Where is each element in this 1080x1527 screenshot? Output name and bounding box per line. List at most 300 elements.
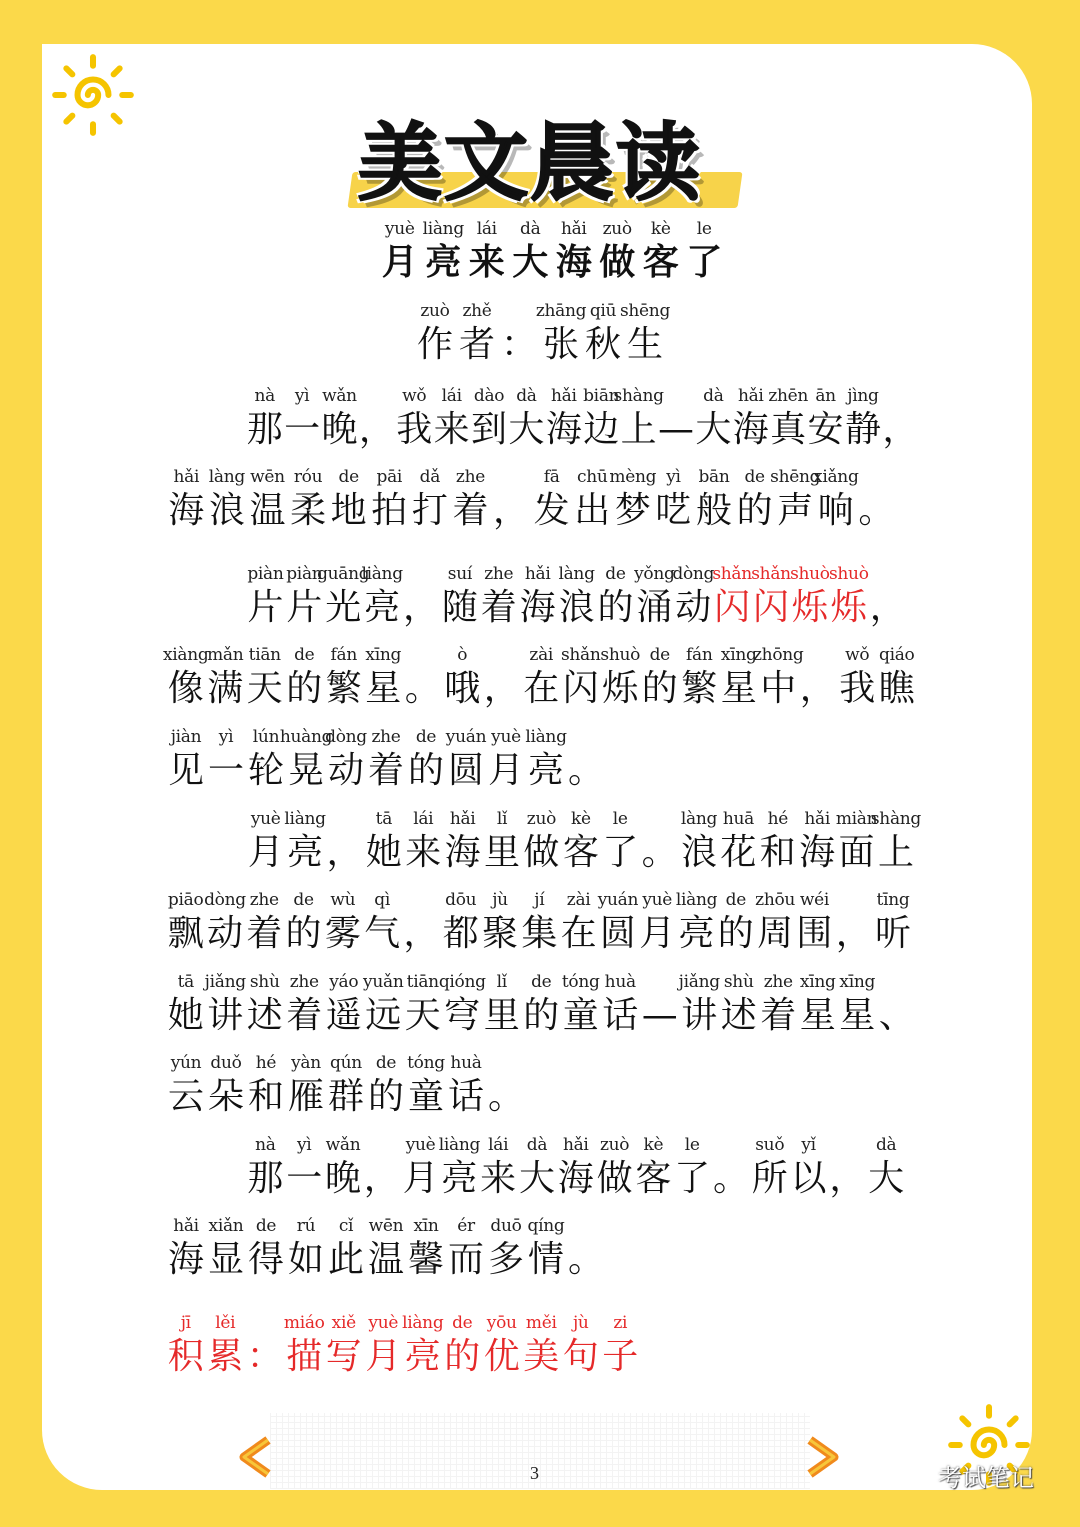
- ruby-char: [518, 563, 557, 631]
- ruby-char: [443, 1312, 483, 1380]
- pinyin: liàng: [284, 809, 326, 829]
- hanzi: 生: [626, 324, 663, 365]
- hanzi: 秋: [584, 324, 621, 365]
- hanzi: 着: [480, 587, 517, 628]
- pinyin: xīn: [413, 1216, 439, 1236]
- hanzi: 海: [545, 409, 582, 450]
- ruby-char: [797, 808, 836, 876]
- ruby-char: [522, 644, 562, 712]
- hanzi: 讲: [207, 995, 244, 1036]
- ruby-char: [789, 1134, 828, 1202]
- pinyin: wǒ: [845, 645, 870, 665]
- ruby-char: [683, 218, 727, 286]
- ruby-char: [508, 385, 545, 453]
- hanzi: 月: [381, 242, 418, 283]
- ruby-char: [535, 300, 587, 368]
- ruby-char: [561, 644, 601, 712]
- pinyin: tiān: [406, 972, 439, 992]
- ruby-char: [520, 889, 559, 957]
- hanzi: 月: [639, 913, 676, 954]
- ruby-char: [813, 466, 859, 534]
- hanzi: 雁: [287, 1076, 324, 1117]
- pinyin: yuè: [250, 809, 281, 829]
- ruby-char: [206, 1312, 246, 1380]
- ruby-char: [566, 1215, 606, 1283]
- pinyin: yǒng: [634, 564, 675, 584]
- ruby-char: [246, 1134, 285, 1202]
- pinyin: shuò: [790, 564, 830, 584]
- hanzi: 美: [523, 1336, 560, 1377]
- pinyin: qì: [374, 890, 390, 910]
- ruby-char: [324, 644, 364, 712]
- hanzi: 般: [696, 490, 733, 531]
- ruby-char: [856, 466, 897, 534]
- hanzi: 海: [519, 587, 556, 628]
- pinyin: [262, 1312, 267, 1334]
- ruby-char: [482, 971, 522, 1039]
- hanzi: 轮: [247, 750, 284, 791]
- ruby-char: [768, 385, 809, 453]
- hanzi: 积: [167, 1336, 204, 1377]
- hanzi: 大: [868, 1158, 905, 1199]
- hanzi: 动: [675, 587, 712, 628]
- pinyin: liàng: [402, 1313, 444, 1333]
- pinyin: [657, 971, 662, 993]
- hanzi: 的: [367, 1076, 404, 1117]
- ruby-char: [401, 1134, 440, 1202]
- pinyin: yuè: [368, 1313, 399, 1333]
- hanzi: 多: [487, 1239, 524, 1280]
- pinyin: de: [605, 564, 626, 584]
- ruby-char: [572, 466, 613, 534]
- pinyin: [379, 1134, 384, 1156]
- ruby-char: [284, 889, 323, 957]
- hanzi: 亮: [404, 1336, 441, 1377]
- hanzi: 优: [483, 1336, 520, 1377]
- hanzi: 远: [365, 995, 402, 1036]
- hanzi: 里: [483, 995, 520, 1036]
- ruby-char: [867, 1134, 906, 1202]
- pinyin: yuán: [445, 727, 487, 747]
- ruby-char: [518, 1134, 557, 1202]
- hanzi: ，: [326, 832, 363, 873]
- pinyin: lái: [476, 219, 497, 239]
- pinyin: wǎn: [325, 1135, 361, 1155]
- hanzi: 显: [207, 1239, 244, 1280]
- hanzi: 那: [246, 409, 283, 450]
- hanzi: 闪: [753, 587, 790, 628]
- hanzi: 穹: [444, 995, 481, 1036]
- pinyin: huà: [450, 1053, 482, 1073]
- pinyin: cǐ: [338, 1216, 354, 1236]
- hanzi: 光: [325, 587, 362, 628]
- ruby-char: [440, 563, 479, 631]
- hanzi: 着: [367, 750, 404, 791]
- hanzi: 写: [325, 1336, 362, 1377]
- ruby-char: [673, 1134, 712, 1202]
- pinyin: dǎ: [419, 467, 441, 487]
- ruby-char: [362, 1134, 401, 1202]
- pinyin: zhōu: [755, 890, 796, 910]
- ruby-char: [834, 889, 873, 957]
- pinyin: wù: [330, 890, 356, 910]
- hanzi: 面: [838, 832, 875, 873]
- ruby-char: [561, 808, 600, 876]
- pinyin: [851, 889, 856, 911]
- ruby-char: [166, 889, 205, 957]
- text-line: [163, 644, 917, 712]
- pinyin: yún: [170, 1053, 202, 1073]
- ruby-char: [410, 466, 451, 534]
- pinyin: yuè: [491, 727, 521, 747]
- pinyin: [898, 385, 903, 407]
- hanzi: 大: [508, 409, 545, 450]
- hanzi: 的: [285, 913, 322, 954]
- ruby-char: [677, 889, 716, 957]
- page-number: 3: [530, 1463, 539, 1483]
- hanzi: 集: [521, 913, 558, 954]
- ruby-char: [364, 644, 404, 712]
- pinyin: tóng: [407, 1053, 445, 1073]
- ruby-char: [446, 1052, 486, 1120]
- pinyin: shù: [249, 972, 280, 992]
- pinyin: zuò: [602, 219, 632, 239]
- pinyin: le: [696, 219, 712, 239]
- hanzi: 话: [602, 995, 639, 1036]
- pinyin: hǎi: [804, 809, 830, 829]
- hanzi: 一: [207, 750, 244, 791]
- pinyin: wēn: [368, 1216, 404, 1236]
- hanzi: 海: [799, 832, 836, 873]
- ruby-char: [719, 808, 758, 876]
- hanzi: 片: [286, 587, 323, 628]
- hanzi: 瞧: [878, 668, 915, 709]
- hanzi: 温: [367, 1239, 404, 1280]
- ruby-char: [279, 726, 333, 794]
- hanzi: ，: [403, 913, 440, 954]
- ruby-char: [406, 1215, 446, 1283]
- ruby-char: [479, 563, 518, 631]
- pinyin: piàn: [247, 564, 284, 584]
- hanzi: ：: [246, 1336, 283, 1377]
- ruby-char: [285, 808, 324, 876]
- pinyin: zhe: [484, 564, 514, 584]
- hanzi: —: [657, 409, 694, 450]
- pinyin: [673, 385, 678, 407]
- hanzi: 浪: [558, 587, 595, 628]
- ruby-char: [446, 1215, 486, 1283]
- hanzi: 大: [518, 1158, 555, 1199]
- pinyin: le: [684, 1135, 700, 1155]
- ruby-char: [443, 644, 483, 712]
- hanzi: 满: [207, 668, 244, 709]
- hanzi: 天: [404, 995, 441, 1036]
- hanzi: 客: [635, 1158, 672, 1199]
- pinyin: hé: [767, 809, 788, 829]
- pinyin: zhēn: [768, 386, 809, 406]
- pinyin: xīng: [365, 645, 402, 665]
- pinyin: [420, 644, 425, 666]
- text-line: [166, 971, 917, 1039]
- ruby-char: [882, 385, 919, 453]
- hanzi: 云: [167, 1076, 204, 1117]
- ruby-char: [759, 971, 799, 1039]
- pinyin: xīng: [839, 972, 876, 992]
- hanzi: 。: [858, 490, 895, 531]
- ruby-char: [326, 1052, 366, 1120]
- hanzi: 见: [167, 750, 204, 791]
- pinyin: kè: [643, 1135, 664, 1155]
- pinyin: yáo: [329, 972, 359, 992]
- hanzi: 、: [878, 995, 915, 1036]
- hanzi: 气: [364, 913, 401, 954]
- pinyin: de: [415, 727, 437, 747]
- pinyin: de: [649, 645, 670, 665]
- pinyin: nà: [255, 1135, 276, 1155]
- pinyin: shuò: [828, 564, 869, 584]
- ruby-char: [522, 808, 561, 876]
- pinyin: mǎn: [207, 645, 244, 665]
- pinyin: làng: [558, 564, 595, 584]
- hanzi: 了: [686, 242, 723, 283]
- pinyin: yì: [666, 467, 681, 487]
- hanzi: 都: [442, 913, 479, 954]
- pinyin: de: [452, 1313, 473, 1333]
- prev-arrow-icon[interactable]: [238, 1436, 272, 1478]
- pinyin: [894, 971, 899, 993]
- hanzi: 在: [523, 668, 560, 709]
- ruby-char: [838, 971, 878, 1039]
- hanzi: 里: [484, 832, 521, 873]
- hanzi: 作: [416, 324, 453, 365]
- ruby-char: [366, 726, 406, 794]
- pinyin: [508, 466, 513, 488]
- pinyin: zuò: [599, 1135, 630, 1155]
- pinyin: shǎn: [712, 564, 752, 584]
- pinyin: huā: [722, 809, 754, 829]
- hanzi: 柔: [290, 490, 327, 531]
- ruby-char: [695, 385, 732, 453]
- hanzi: 圆: [447, 750, 484, 791]
- pinyin: hǎi: [551, 386, 577, 406]
- pinyin: dòng: [204, 890, 246, 910]
- ruby-char: [286, 1052, 326, 1120]
- ruby-char: [378, 218, 422, 286]
- pinyin: nà: [254, 386, 275, 406]
- text-line: [166, 726, 606, 794]
- hanzi: 地: [330, 490, 367, 531]
- ruby-char: [619, 300, 671, 368]
- hanzi: 童: [407, 1076, 444, 1117]
- hanzi: 她: [365, 832, 402, 873]
- hanzi: 。: [712, 1158, 749, 1199]
- hanzi: 海: [555, 242, 592, 283]
- pinyin: duǒ: [210, 1053, 242, 1073]
- hanzi: 以: [790, 1158, 827, 1199]
- ruby-char: [328, 466, 369, 534]
- pinyin: làng: [208, 467, 245, 487]
- watermark-label: 考试笔记: [938, 1464, 1034, 1492]
- text-line: [166, 466, 897, 534]
- pinyin: tīng: [876, 890, 910, 910]
- pinyin: yì: [296, 1135, 312, 1155]
- ruby-char: [317, 563, 370, 631]
- hanzi: 星: [839, 995, 876, 1036]
- pinyin: zài: [566, 890, 591, 910]
- pinyin: qíng: [527, 1216, 565, 1236]
- ruby-char: [246, 563, 285, 631]
- hanzi: 朵: [207, 1076, 244, 1117]
- pinyin: tā: [375, 809, 393, 829]
- pinyin: miàn: [835, 809, 878, 829]
- ruby-char: [422, 218, 466, 286]
- pinyin: yàn: [291, 1053, 321, 1073]
- pinyin: měi: [525, 1313, 557, 1333]
- hanzi: 浪: [680, 832, 717, 873]
- pinyin: yuè: [384, 219, 415, 239]
- pinyin: suí: [447, 564, 472, 584]
- hanzi: 累: [207, 1336, 244, 1377]
- hanzi: 和: [247, 1076, 284, 1117]
- ruby-char: [640, 971, 680, 1039]
- ruby-char: [870, 808, 922, 876]
- ruby-char: [486, 726, 526, 794]
- ruby-char: [283, 385, 320, 453]
- hanzi: 围: [796, 913, 833, 954]
- hanzi: 的: [597, 587, 634, 628]
- hanzi: 圆: [599, 913, 636, 954]
- ruby-char: [596, 563, 635, 631]
- hanzi: 发: [533, 490, 570, 531]
- pinyin: jí: [534, 890, 545, 910]
- pinyin: rú: [296, 1216, 316, 1236]
- hanzi: 的: [736, 490, 773, 531]
- pinyin: [874, 466, 879, 488]
- hanzi: ，: [869, 587, 906, 628]
- hanzi: 亮: [287, 832, 324, 873]
- hanzi: 星: [799, 995, 836, 1036]
- pinyin: yǐ: [801, 1135, 816, 1155]
- hanzi: 。: [641, 832, 678, 873]
- pinyin: de: [293, 890, 314, 910]
- ruby-char: [326, 726, 366, 794]
- ruby-char: [566, 726, 606, 794]
- pinyin: hǎi: [173, 1216, 199, 1236]
- ruby-char: [680, 644, 720, 712]
- ruby-char: [450, 466, 491, 534]
- hanzi: 着: [760, 995, 797, 1036]
- hanzi: 一: [286, 1158, 323, 1199]
- ruby-char: [369, 466, 410, 534]
- ruby-char: [873, 889, 912, 957]
- pinyin: dà: [526, 1135, 548, 1155]
- ruby-char: [438, 971, 486, 1039]
- pinyin: [845, 1134, 850, 1156]
- pinyin: pāi: [376, 467, 403, 487]
- hanzi: 大: [512, 242, 549, 283]
- pinyin: jù: [572, 1313, 589, 1333]
- ruby-char: [364, 971, 404, 1039]
- ruby-char: [877, 644, 917, 712]
- hanzi: 客: [642, 242, 679, 283]
- hanzi: 海: [557, 1158, 594, 1199]
- ruby-char: [750, 1134, 789, 1202]
- hanzi: 烁: [602, 668, 639, 709]
- hanzi: —: [641, 995, 678, 1036]
- hanzi: 晚: [324, 1158, 361, 1199]
- ruby-char: [206, 1052, 246, 1120]
- ruby-char: [601, 644, 641, 712]
- pinyin: tóng: [561, 972, 600, 992]
- pinyin: de: [725, 890, 746, 910]
- pinyin: jiàn: [170, 727, 202, 747]
- hanzi: ，: [363, 1158, 400, 1199]
- hanzi: 海: [732, 409, 769, 450]
- ruby-char: [640, 808, 679, 876]
- ruby-char: [247, 466, 288, 534]
- ruby-char: [402, 889, 441, 957]
- next-arrow-icon[interactable]: [806, 1436, 840, 1478]
- text-line: [246, 1134, 906, 1202]
- ruby-char: [522, 971, 562, 1039]
- ruby-char: [364, 1312, 404, 1380]
- pinyin: lái: [441, 386, 462, 406]
- pinyin: liàng: [525, 727, 567, 747]
- pinyin: [374, 385, 379, 407]
- pinyin: zhe: [289, 972, 319, 992]
- hanzi: ，: [835, 913, 872, 954]
- ruby-char: [639, 218, 683, 286]
- ruby-char: [286, 1215, 326, 1283]
- pinyin: de: [294, 645, 315, 665]
- pinyin: zuò: [526, 809, 557, 829]
- ruby-char: [403, 1312, 443, 1380]
- hanzi: 客: [562, 832, 599, 873]
- pinyin: hǎi: [449, 809, 476, 829]
- ruby-char: [498, 300, 540, 368]
- ruby-char: [482, 808, 521, 876]
- pinyin: ér: [457, 1216, 475, 1236]
- ruby-char: [402, 563, 441, 631]
- pinyin: hǎi: [737, 386, 764, 406]
- pinyin: [885, 563, 890, 585]
- ruby-char: [406, 726, 446, 794]
- ruby-char: [404, 808, 443, 876]
- ruby-char: [288, 466, 329, 534]
- pinyin: dòng: [672, 564, 715, 584]
- ruby-char: [755, 889, 794, 957]
- hanzi: 月: [247, 832, 284, 873]
- pinyin: bān: [698, 467, 730, 487]
- pinyin: xiǎn: [208, 1216, 244, 1236]
- ruby-char: [246, 808, 285, 876]
- pinyin: fán: [686, 645, 713, 665]
- ruby-char: [635, 563, 674, 631]
- ruby-char: [285, 1134, 324, 1202]
- footer-strip: [270, 1413, 810, 1489]
- pinyin: tā: [177, 972, 194, 992]
- pinyin: shù: [723, 972, 754, 992]
- pinyin: lún: [252, 727, 280, 747]
- ruby-char: [326, 1215, 366, 1283]
- pinyin: shǎn: [751, 564, 791, 584]
- pinyin: chū: [576, 467, 608, 487]
- pinyin: zhě: [462, 301, 492, 321]
- pinyin: piāo: [167, 890, 204, 910]
- ruby-char: [470, 385, 507, 453]
- pinyin: [503, 1052, 508, 1074]
- hanzi: 馨: [407, 1239, 444, 1280]
